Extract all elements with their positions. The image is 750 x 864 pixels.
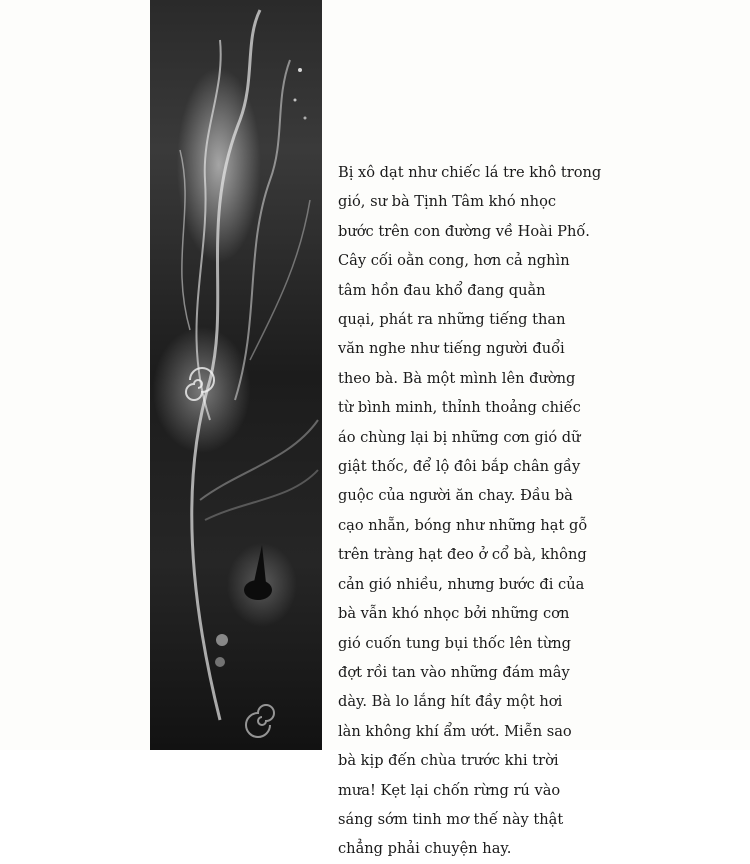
story-line: bước trên con đường về Hoài Phố. xyxy=(338,222,590,240)
story-line: bà vẫn khó nhọc bởi những cơn xyxy=(338,605,570,623)
story-line: gió cuốn tung bụi thốc lên từng xyxy=(338,634,572,652)
story-line: sáng sớm tinh mơ thế này thật xyxy=(338,810,564,828)
story-line: đợt rồi tan vào những đám mây xyxy=(338,663,570,681)
story-line: trên tràng hạt đeo ở cổ bà, không xyxy=(338,546,587,564)
story-line: guộc của người ăn chay. Đầu bà xyxy=(338,487,573,505)
bead-orb xyxy=(215,657,225,667)
story-line: dày. Bà lo lắng hít đầy một hơi xyxy=(338,693,563,711)
story-line: bà kịp đến chùa trước khi trời xyxy=(338,752,559,770)
feather-stroke xyxy=(180,150,190,330)
story-line: quại, phát ra những tiếng than xyxy=(338,311,566,329)
story-line: Bị xô dạt như chiếc lá tre khô trong xyxy=(338,164,602,181)
spark-dot xyxy=(298,68,302,72)
wing-stroke xyxy=(205,470,318,520)
bead-orb xyxy=(216,634,228,646)
story-line: mưa! Kẹt lại chốn rừng rú vào xyxy=(338,781,561,799)
creature-horn xyxy=(254,545,266,583)
story-line: cản gió nhiều, nhưng bước đi của xyxy=(338,575,585,593)
story-line: Cây cối oằn cong, hơn cả nghìn xyxy=(338,252,570,270)
story-line: từ bình minh, thỉnh thoảng chiếc xyxy=(338,399,581,417)
story-line: áo chùng lại bị những cơn gió dữ xyxy=(338,428,581,446)
story-line: theo bà. Bà một mình lên đường xyxy=(338,369,576,387)
illustration-artwork xyxy=(150,0,322,750)
story-line: gió, sư bà Tịnh Tâm khó nhọc xyxy=(338,193,557,211)
phoenix-spirit-illustration xyxy=(150,0,322,750)
story-line: làn không khí ẩm ướt. Miễn sao xyxy=(338,722,572,740)
creature-head xyxy=(244,580,272,600)
spark-dot xyxy=(294,99,297,102)
story-line: giật thốc, để lộ đôi bắp chân gầy xyxy=(338,458,581,476)
shell-spiral xyxy=(246,705,274,737)
story-paragraph xyxy=(338,158,602,864)
story-line: tâm hồn đau khổ đang quằn xyxy=(338,281,546,299)
spark-dot xyxy=(304,117,307,120)
story-line: văn nghe như tiếng người đuổi xyxy=(338,340,565,358)
story-line: chẳng phải chuyện hay. xyxy=(338,840,512,858)
feather-stroke xyxy=(192,10,260,720)
wing-stroke xyxy=(200,420,318,500)
story-line: cạo nhẵn, bóng như những hạt gỗ xyxy=(338,516,588,534)
